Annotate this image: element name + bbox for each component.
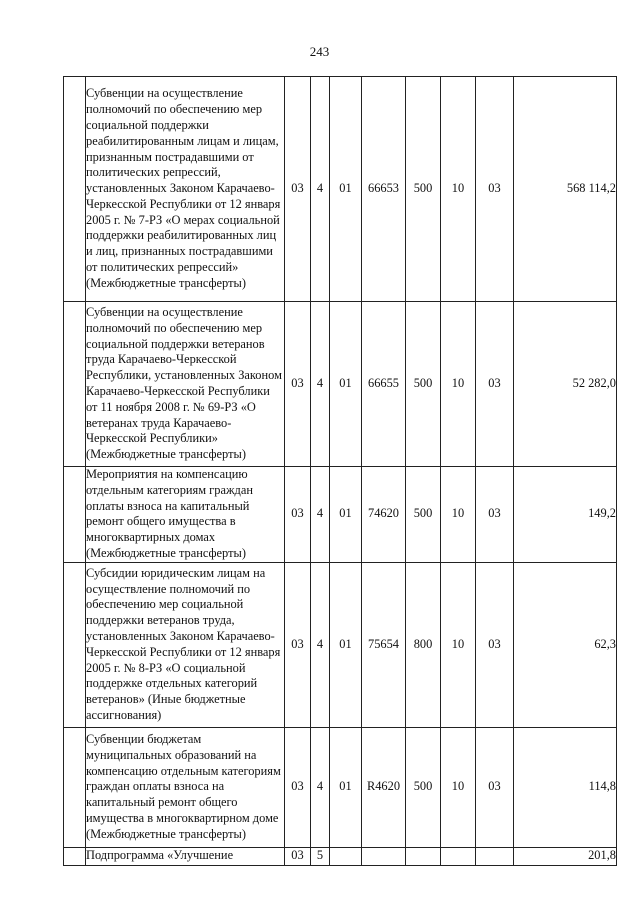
code-cell: 74620	[362, 467, 406, 563]
table-row	[64, 467, 617, 563]
amount-cell: 62,3	[514, 562, 617, 727]
code-cell: 03	[476, 727, 514, 847]
code-cell: 01	[330, 727, 362, 847]
code-cell: 03	[285, 727, 311, 847]
table-row	[64, 77, 617, 302]
indent-cell	[64, 77, 86, 302]
code-cell: 66655	[362, 302, 406, 467]
code-cell: 01	[330, 302, 362, 467]
amount-cell: 52 282,0	[514, 302, 617, 467]
code-cell: 4	[311, 727, 330, 847]
code-cell: 500	[406, 467, 441, 563]
table-row	[64, 302, 617, 467]
row-description: Субвенции на осуществление полномочий по обеспечению мер социальной поддержки ветеранов труда Карачаево-Черкесской Республики, установленных Законом Карачаево-Черкесской Республики от 11 ноября 2008 г. № 69-РЗ «О ветеранах труда Карачаево-Черкесской Республики» (Межбюджетные трансферты)	[86, 302, 285, 467]
row-description: Подпрограмма «Улучшение	[86, 847, 285, 865]
code-cell: 03	[285, 77, 311, 302]
code-cell: 500	[406, 727, 441, 847]
code-cell: 10	[441, 77, 476, 302]
code-cell: 4	[311, 562, 330, 727]
code-cell: 01	[330, 467, 362, 563]
code-cell: 01	[330, 562, 362, 727]
code-cell: 03	[285, 562, 311, 727]
amount-cell: 568 114,2	[514, 77, 617, 302]
amount-cell: 201,8	[514, 847, 617, 865]
code-cell: 01	[330, 77, 362, 302]
code-cell: 10	[441, 727, 476, 847]
code-cell: 4	[311, 467, 330, 563]
indent-cell	[64, 302, 86, 467]
row-description: Субвенции на осуществление полномочий по обеспечению мер социальной поддержки реабилитированным лицам и лицам, признанным пострадавшими от политических репрессий, установленных Законом Карачаево-Черкесской Республики от 12 января 2005 г. № 7-РЗ «О мерах социальной поддержки реабилитированных лиц и лиц, признанных пострадавшими от политических репрессий» (Межбюджетные трансферты)	[86, 77, 285, 302]
code-cell: 10	[441, 302, 476, 467]
code-cell: 03	[476, 467, 514, 563]
row-description: Субвенции бюджетам муниципальных образований на компенсацию отдельным категориям граждан оплаты взноса на капитальный ремонт общего имущества в многоквартирном доме (Межбюджетные трансферты)	[86, 727, 285, 847]
code-cell: 4	[311, 77, 330, 302]
code-cell: 03	[476, 562, 514, 727]
code-cell: 03	[476, 302, 514, 467]
code-cell	[441, 847, 476, 865]
code-cell: 10	[441, 467, 476, 563]
code-cell: 03	[285, 302, 311, 467]
code-cell: 4	[311, 302, 330, 467]
code-cell: 500	[406, 77, 441, 302]
indent-cell	[64, 727, 86, 847]
code-cell: 03	[285, 847, 311, 865]
page-number: 243	[309, 44, 330, 59]
budget-table	[63, 76, 617, 866]
code-cell: 66653	[362, 77, 406, 302]
code-cell	[476, 847, 514, 865]
code-cell: 03	[285, 467, 311, 563]
row-description: Субсидии юридическим лицам на осуществление полномочий по обеспечению мер социальной поддержки ветеранов труда, установленных Законом Карачаево-Черкесской Республики от 12 января 2005 г. № 8-РЗ «О социальной поддержке отдельных категорий ветеранов» (Иные бюджетные ассигнования)	[86, 562, 285, 727]
table-row	[64, 562, 617, 727]
code-cell: 500	[406, 302, 441, 467]
code-cell: R4620	[362, 727, 406, 847]
table-row	[64, 847, 617, 865]
code-cell: 5	[311, 847, 330, 865]
indent-cell	[64, 467, 86, 563]
amount-cell: 114,8	[514, 727, 617, 847]
code-cell	[406, 847, 441, 865]
amount-cell: 149,2	[514, 467, 617, 563]
indent-cell	[64, 847, 86, 865]
table-row	[64, 727, 617, 847]
code-cell: 75654	[362, 562, 406, 727]
code-cell	[330, 847, 362, 865]
indent-cell	[64, 562, 86, 727]
code-cell: 03	[476, 77, 514, 302]
code-cell: 10	[441, 562, 476, 727]
row-description: Мероприятия на компенсацию отдельным категориям граждан оплаты взноса на капитальный ремонт общего имущества в многоквартирных домах (Межбюджетные трансферты)	[86, 467, 285, 563]
code-cell	[362, 847, 406, 865]
code-cell: 800	[406, 562, 441, 727]
